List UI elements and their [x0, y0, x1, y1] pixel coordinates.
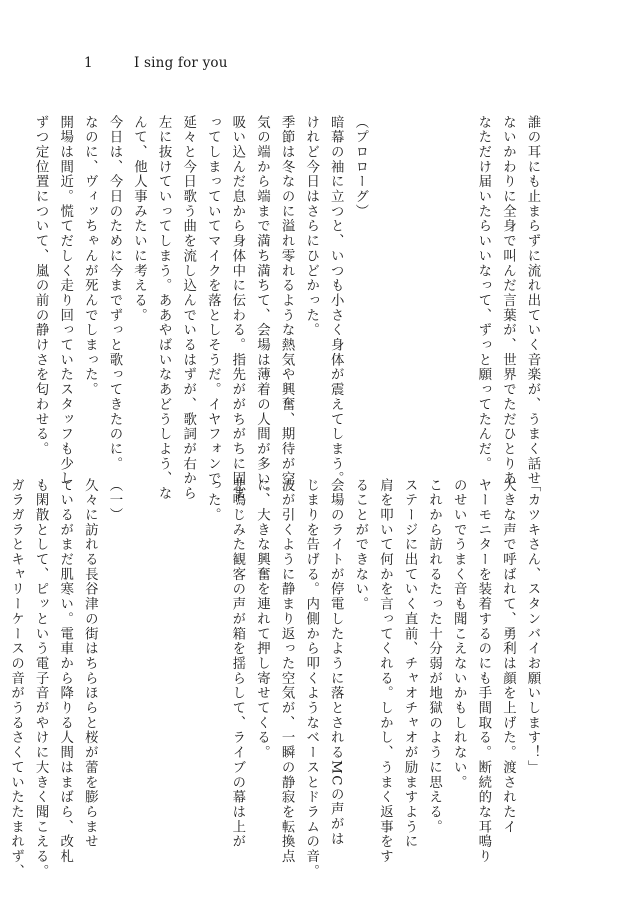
text-line: ることができない。	[352, 478, 368, 612]
text-line: 吸い込んだ息から身体中に伝わる。指先ががちがちに固ま	[229, 115, 245, 502]
blank-line	[175, 478, 200, 858]
text-line: 今日は、今日のために今までずっと歌ってきたのに。	[106, 115, 122, 472]
text-line: じまりを告げる。内側から叩くようなベースとドラムの音。	[303, 478, 319, 879]
blank-line	[446, 115, 471, 460]
text-line: これから訪れるたった十分弱が地獄のように思える。	[426, 478, 442, 835]
text-line: も閑散として、ピッという電子音がやけに大きく聞こえる。	[33, 478, 49, 879]
text-line: ってしまっていてマイクを落としそうだ。イヤフォンで	[205, 115, 221, 487]
text-line: に、大きな興奮を連れて押し寄せてくる。	[254, 478, 270, 761]
text-line: ステージに出ていく直前、チャオチャオが励ますように	[402, 478, 418, 850]
running-title: I sing for you	[134, 55, 228, 71]
text-line: 季節は冬なのに溢れ零れるような熱気や興奮、期待が空	[279, 115, 295, 487]
text-line: 延々と今日歌う曲を流し込んでいるはずが、歌詞が右から	[180, 115, 196, 502]
bottom-text-block	[3, 478, 544, 879]
text-line: なただけ届いたらいいなって、ずっと願ってたんだ。	[475, 115, 491, 472]
blank-line	[372, 115, 397, 460]
text-line: けれど今日はさらにひどかった。	[303, 115, 319, 338]
text-line: 久々に訪れる長谷津の街はちらほらと桜が蕾を膨らませ	[82, 478, 98, 850]
blank-line	[421, 115, 446, 460]
text-line: 大きな声で呼ばれて、勇利は顔を上げた。渡されたイ	[500, 478, 516, 835]
text-line: 誰の耳にも止まらずに流れ出ていく音楽が、うまく話せ	[525, 115, 540, 487]
text-line: 波が引くように静まり返った空気が、一瞬の静寂を転換点	[279, 478, 295, 865]
text-line: った。	[205, 478, 221, 523]
text-line: 悲鳴じみた観客の声が箱を揺らして、ライブの幕は上が	[229, 478, 245, 850]
text-line: ガラガラとキャリーケースの音がうるさくていたたまれず、	[8, 478, 24, 879]
text-line: ないかわりに全身で叫んだ言葉が、世界でただひとりあ	[500, 115, 516, 487]
page-number: 1	[84, 55, 93, 71]
text-line: ているがまだ肌寒い。電車から降りる人間はまばら、改札	[57, 478, 73, 865]
text-line: 会場のライトが停電したように落とされるMCの声がは	[328, 478, 344, 847]
blank-line	[151, 478, 176, 858]
section-heading-one: （一）	[106, 478, 122, 523]
text-line: 「カツキさん、スタンバイお願いします！」	[525, 478, 540, 775]
text-line: んて、他人事みたいに考える。	[131, 115, 147, 323]
text-line: 気の端から端まで満ち満ちて、会場は薄着の人間が多い。	[254, 115, 270, 502]
top-text-block	[28, 115, 544, 502]
blank-line	[126, 478, 151, 858]
text-line: 左に抜けていってしまう。ああやばいなあどうしよう、な	[156, 115, 172, 502]
text-line: ヤーモニターを装着するのにも手間取る。断続的な耳鳴り	[475, 478, 491, 865]
blank-line	[396, 115, 421, 460]
section-heading-prologue: （プロローグ）	[352, 115, 368, 219]
text-line: 暗幕の袖に立つと、いつも小さく身体が震えてしまう。	[328, 115, 344, 487]
text-line: なのに、ヴィッちゃんが死んでしまった。	[82, 115, 98, 398]
text-line: 開場は間近。慌てだしく走り回っていたスタッフも少し	[57, 115, 73, 487]
text-line: ずつ定位置について、嵐の前の静けさを匂わせる。	[33, 115, 49, 457]
text-line: 肩を叩いて何かを言ってくれる。しかし、うまく返事をす	[377, 478, 393, 865]
text-line: のせいでうまく音も聞こえないかもしれない。	[451, 478, 467, 790]
